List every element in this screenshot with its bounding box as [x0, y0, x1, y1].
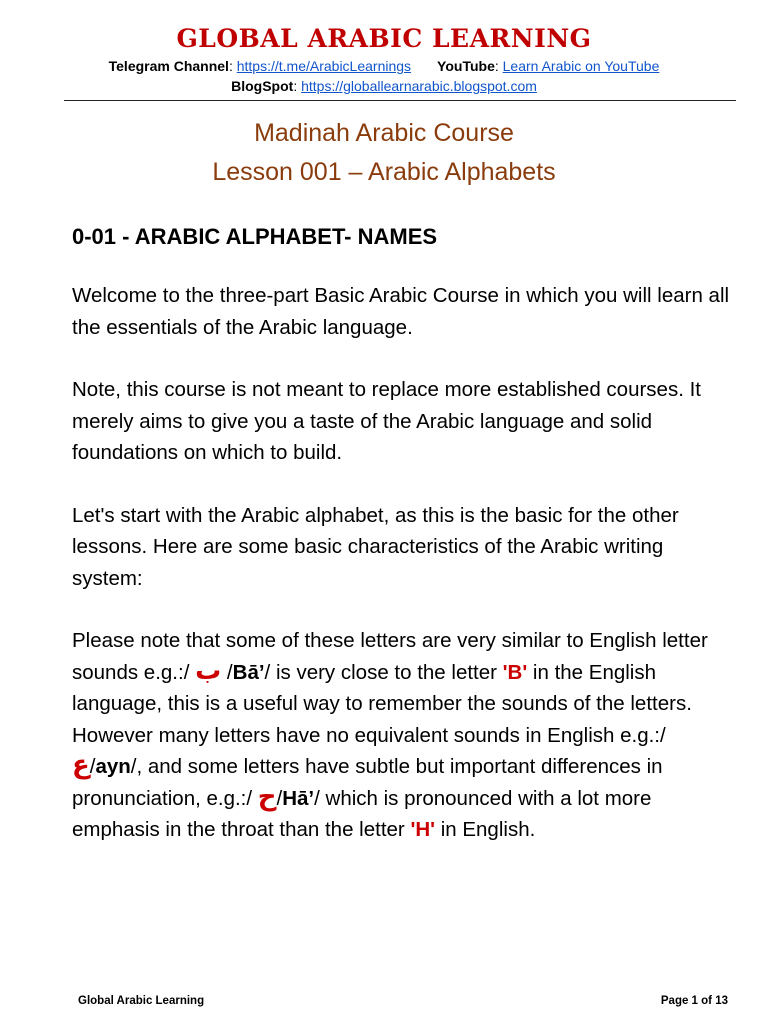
transliteration-ba: Bā’	[232, 660, 265, 684]
course-title: Madinah Arabic Course	[254, 119, 514, 147]
youtube-link[interactable]: Learn Arabic on YouTube	[502, 58, 660, 74]
letter-h: 'H'	[410, 818, 436, 841]
arabic-letter-ayn: ع	[72, 750, 90, 780]
letter-b: 'B'	[502, 660, 528, 684]
links-row-1: Telegram Channel: https://t.me/ArabicLearnings YouTube: Learn Arabic on YouTube	[108, 58, 660, 74]
section-heading: 0-01 - ARABIC ALPHABET- NAMES	[72, 224, 438, 249]
paragraph-start: Let's start with the Arabic alphabet, as this is the basic for the other lessons. Here are some basic characteristics of the Arabic writing system:	[72, 503, 679, 590]
course-titles	[0, 114, 768, 192]
links-row-2: BlogSpot: https://globallearnarabic.blogspot.com	[231, 78, 537, 94]
blogspot-label: BlogSpot	[231, 78, 294, 94]
arabic-letter-ha: ح	[257, 781, 277, 812]
footer-site-name: Global Arabic Learning	[78, 995, 205, 1007]
site-title: GLOBAL ARABIC LEARNING	[176, 24, 592, 53]
transliteration-ha: Hā’	[282, 786, 315, 810]
youtube-label: YouTube	[437, 58, 495, 74]
blogspot-link[interactable]: https://globallearnarabic.blogspot.com	[301, 78, 537, 94]
telegram-link[interactable]: https://t.me/ArabicLearnings	[236, 58, 412, 74]
page-footer	[78, 995, 728, 1007]
transliteration-ayn: ayn	[95, 755, 131, 778]
telegram-label: Telegram Channel	[108, 58, 229, 74]
paragraph-letters: Please note that some of these letters are very similar to English letter sounds e.g.:/ ب /Bā’/ is very close to the letter 'B' in the English language, this is a useful way to remember the sounds of the letters. However many letters have no equivalent sounds in English e.g.:/ ع/ayn/, and some letters have subtle but important differences in pronunciation, e.g.:/ ح/Hā’/ which is pronounced with a lot more emphasis in the throat than the letter 'H' in English.	[72, 629, 708, 841]
arabic-letter-ba: ب	[195, 655, 222, 686]
lesson-title: Lesson 001 – Arabic Alphabets	[212, 158, 556, 186]
lesson-body	[72, 280, 732, 877]
paragraph-note: Note, this course is not meant to replace more established courses. It merely aims to give you a taste of the Arabic language and solid foundations on which to build.	[72, 378, 701, 464]
header-divider	[64, 100, 736, 101]
paragraph-welcome: Welcome to the three-part Basic Arabic Course in which you will learn all the essentials of the Arabic language.	[72, 284, 730, 339]
page-number: Page 1 of 13	[660, 995, 728, 1007]
page-header	[0, 22, 768, 96]
